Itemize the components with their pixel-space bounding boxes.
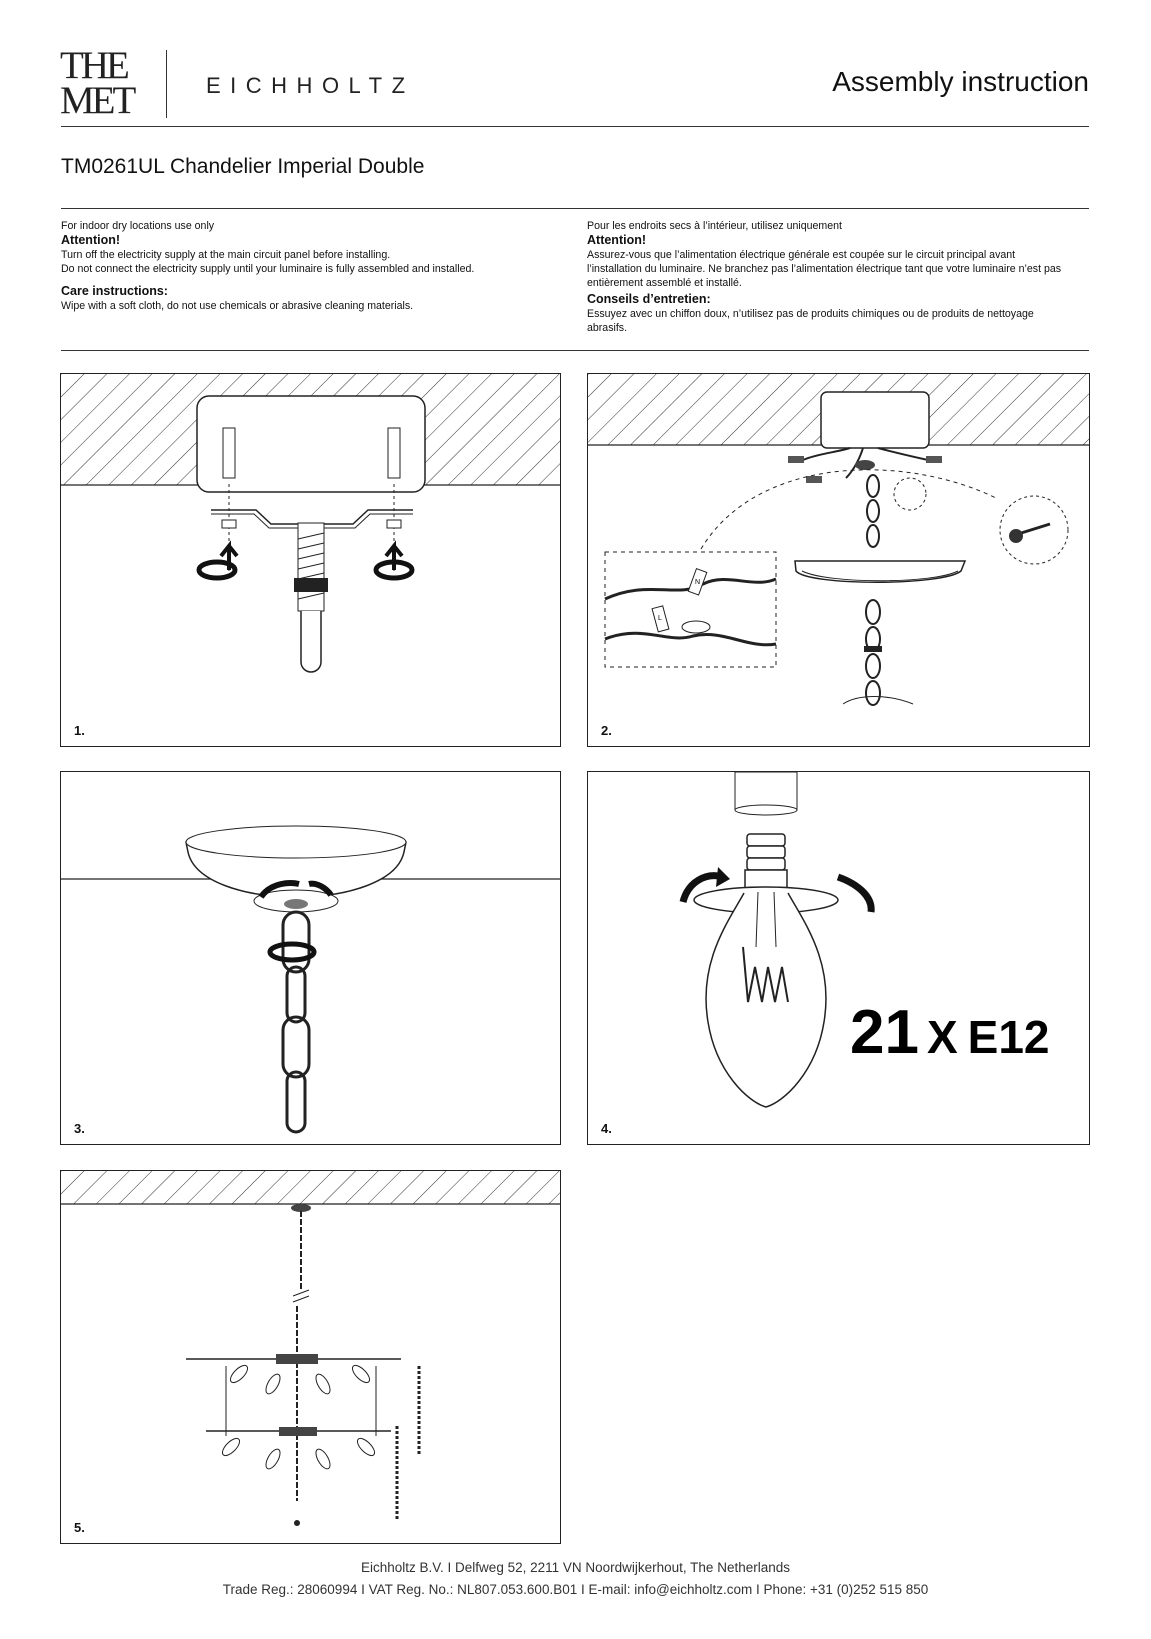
met-logo-line2: MET: [60, 79, 134, 122]
attention-line-1: Turn off the electricity supply at the main circuit panel before installing.: [61, 249, 391, 261]
step-1-panel: [60, 373, 561, 747]
care-text-fr: Essuyez avec un chiffon doux, n’utilisez pas de produits chimiques ou de produits de nettoyage abrasifs.: [587, 308, 1034, 334]
step-number: 5.: [74, 1520, 85, 1535]
wire-label-neutral: N: [695, 579, 701, 586]
footer-registration: Trade Reg.: 28060994 I VAT Reg. No.: NL807.053.600.B01 I E-mail: info@eichholtz.com I Phone: +31 (0)252 515 850: [222, 1582, 929, 1597]
bulb-illustration: [588, 772, 1089, 1144]
met-logo: [60, 44, 134, 122]
step-3-panel: [60, 771, 561, 1145]
bulb-count: [850, 997, 1050, 1068]
document-title: Assembly instruction: [832, 66, 1089, 97]
step-5-panel: [60, 1170, 561, 1544]
attention-heading: Attention!: [61, 233, 121, 247]
bulb-type: E12: [967, 1011, 1050, 1063]
care-text: Wipe with a soft cloth, do not use chemicals or abrasive cleaning materials.: [61, 300, 414, 312]
product-title: TM0261UL Chandelier Imperial Double: [61, 155, 425, 178]
attention-line-2: Do not connect the electricity supply until your luminaire is fully assembled and installed.: [61, 263, 475, 275]
rotate-arrow-icon: [838, 877, 871, 912]
footer-address: Eichholtz B.V. I Delfweg 52, 2211 VN Noordwijkerhout, The Netherlands: [361, 1560, 790, 1575]
installed-chandelier-illustration: [61, 1171, 560, 1543]
wire-label-live: L: [658, 615, 662, 622]
bulb-quantity: 21: [850, 998, 919, 1067]
logo-divider: [166, 50, 167, 118]
care-heading: Care instructions:: [61, 284, 168, 298]
product-rule: [61, 208, 1089, 209]
english-notes: [61, 219, 551, 313]
brand-name: EICHHOLTZ: [206, 73, 415, 98]
step-number: 2.: [601, 723, 612, 738]
care-heading-fr: Conseils d’entretien:: [587, 292, 711, 306]
step-number: 4.: [601, 1121, 612, 1136]
attention-text-fr: Assurez-vous que l’alimentation électrique générale est coupée sur le circuit principal avant l’installation du luminaire. Ne branchez pas l’alimentation électrique tant que votre luminaire n’est pas entièrement assemblé et installé.: [587, 249, 1062, 289]
wiring-illustration: [588, 374, 1089, 746]
met-logo-line1: THE: [60, 44, 127, 87]
ceiling-mount-illustration: [61, 374, 560, 746]
rotate-arrow-icon: [199, 546, 237, 578]
bulb-multiplier: X: [926, 1011, 958, 1063]
attention-heading-fr: Attention!: [587, 233, 647, 247]
rotate-arrow-icon: [270, 944, 314, 960]
indoor-note-fr: Pour les endroits secs à l’intérieur, utilisez uniquement: [587, 220, 842, 232]
step-number: 3.: [74, 1121, 85, 1136]
canopy-illustration: [61, 772, 560, 1144]
french-notes: [587, 219, 1067, 335]
rotate-arrow-icon: [376, 546, 412, 578]
step-number: 1.: [74, 723, 85, 738]
header-rule: [61, 126, 1089, 127]
step-4-panel: [587, 771, 1090, 1145]
notes-rule: [61, 350, 1089, 351]
step-2-panel: [587, 373, 1090, 747]
indoor-note: For indoor dry locations use only: [61, 220, 215, 232]
